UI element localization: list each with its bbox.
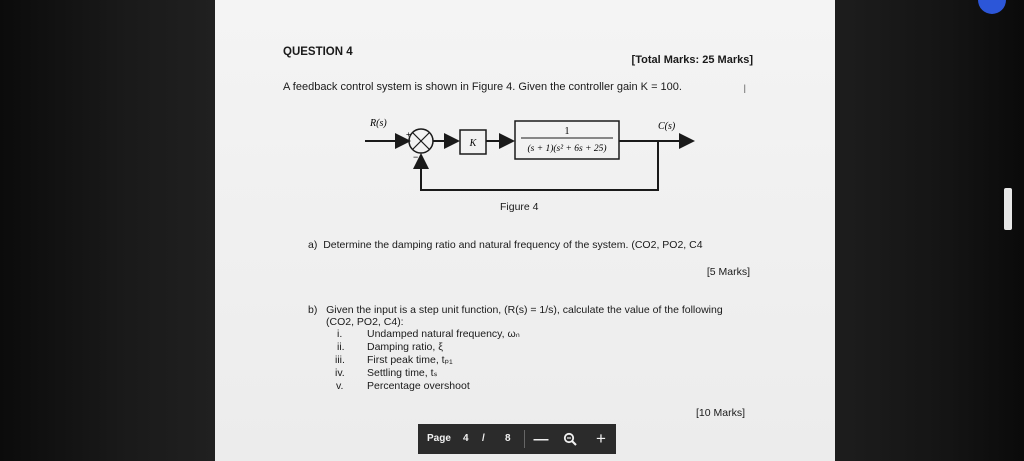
- zoom-in-button[interactable]: +: [596, 429, 606, 448]
- list-item-number: v.: [336, 380, 344, 392]
- list-item-number: i.: [337, 328, 343, 340]
- input-label: R(s): [370, 118, 387, 129]
- part-b-label: b): [308, 304, 318, 316]
- part-b-text-line2: (CO2, PO2, C4):: [326, 316, 404, 328]
- pdf-page-toolbar: [418, 424, 616, 454]
- sum-minus-sign: −: [413, 152, 419, 162]
- list-item-text: First peak time, tₚ₁: [367, 354, 453, 366]
- total-marks: [Total Marks: 25 Marks]: [631, 54, 753, 66]
- text-cursor-icon: I: [743, 82, 747, 96]
- list-item-text: Percentage overshoot: [367, 380, 470, 392]
- part-a-question: [308, 239, 703, 251]
- list-item-number: ii.: [337, 341, 345, 353]
- output-label: C(s): [658, 121, 676, 132]
- list-item-text: Settling time, tₛ: [367, 367, 438, 379]
- scrollbar-thumb[interactable]: [1004, 188, 1012, 230]
- document-page: [215, 0, 835, 461]
- gain-label: K: [469, 138, 477, 149]
- part-b-question: [308, 304, 723, 316]
- part-a-text: Determine the damping ratio and natural frequency of the system. (CO2, PO2, C4: [323, 239, 703, 251]
- monitor-bezel-right: [835, 0, 1024, 461]
- block-diagram: [365, 112, 705, 197]
- plant-numerator: 1: [564, 126, 570, 137]
- question-intro: A feedback control system is shown in Figure 4. Given the controller gain K = 100.: [283, 81, 682, 93]
- page-label: Page: [427, 433, 451, 444]
- total-pages: 8: [505, 433, 511, 444]
- magnifier-icon[interactable]: [557, 424, 583, 454]
- zoom-out-button[interactable]: —: [533, 430, 549, 448]
- list-item-number: iv.: [335, 367, 345, 379]
- toolbar-divider: [524, 430, 525, 448]
- list-item-text: Damping ratio, ξ: [367, 341, 443, 353]
- figure-caption: Figure 4: [500, 201, 539, 213]
- monitor-bezel-left: [0, 0, 215, 461]
- part-b-marks: [10 Marks]: [695, 407, 745, 419]
- part-b-text: Given the input is a step unit function, (R(s) = 1/s), calculate the value of the following: [326, 304, 723, 316]
- list-item-number: iii.: [335, 354, 345, 366]
- part-a-label: a): [308, 239, 318, 251]
- sum-plus-sign: +: [406, 130, 411, 139]
- page-separator: /: [482, 433, 485, 444]
- part-a-marks: [5 Marks]: [706, 266, 750, 278]
- current-page-input[interactable]: 4: [463, 433, 469, 444]
- question-title: QUESTION 4: [283, 46, 353, 58]
- plant-denominator: (s + 1)(s² + 6s + 25): [527, 144, 607, 154]
- list-item-text: Undamped natural frequency, ωₙ: [367, 328, 520, 340]
